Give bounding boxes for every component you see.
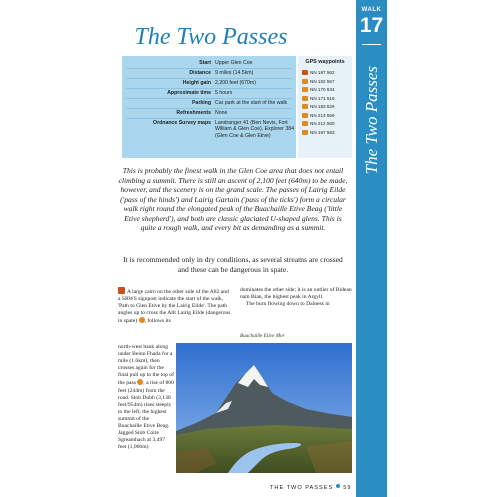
- body-column-1: A large cairn on the other side of the A82 and a SRWS signpost indicate the start of the walk, 'Path to Glen Etive by the Lairig Eilde'. The path angles up to cross the Allt Lairig Eilde (dangerous in spate) , follows its: [118, 289, 231, 325]
- gps-waypoint: NN 171 516: [302, 95, 335, 102]
- waypoint-marker-icon: [302, 104, 308, 109]
- side-title: The Two Passes: [361, 65, 381, 175]
- waypoint-marker-icon: [302, 113, 308, 118]
- divider: [126, 88, 292, 89]
- waypoint-marker-icon: [302, 121, 308, 126]
- gps-heading: GPS waypoints: [305, 59, 345, 65]
- divider: [126, 98, 292, 99]
- gps-waypoint: NN 187 562: [302, 69, 335, 76]
- divider: [126, 68, 292, 69]
- body-column-1-narrow: north-west bank along under Beinn Fhada for a mile (1.6km), then crosses again for the final pull up to the top of the pass , a rise of 800 feet (244m) from the road. Stob Dubh (3,130 feet/954m) rises steeply to the left, the highest summit of the Buachaille Etive Beag. Jagged Stob Coire Sgreamhach at 3,497 feet (1,066m): [118, 344, 174, 451]
- walk-tab: [356, 0, 387, 497]
- waypoint-marker-icon: [302, 130, 308, 135]
- waypoint-marker-icon: [302, 87, 308, 92]
- gps-waypoint: NN 212 560: [302, 120, 335, 127]
- gps-waypoint: NN 197 563: [302, 129, 335, 136]
- divider: [126, 118, 292, 119]
- gps-waypoint: NN 213 559: [302, 112, 335, 119]
- walk-number: 17: [359, 14, 384, 37]
- gps-waypoint: NN 182 557: [302, 78, 335, 85]
- tab-divider: [362, 44, 381, 45]
- waypoint-marker-icon: [302, 70, 308, 75]
- mountain-photo-illustration: [176, 343, 352, 473]
- walk-label: WALK: [361, 7, 382, 13]
- intro-paragraph: This is probably the finest walk in the Glen Coe area that does not entail climbing a summit. There is still an ascent of 2,100 feet (640m) to be made, however, and the scenery is on the grand scale. The passes of Lairig Eilde ('pass of the hinds') and Lairig Gartain ('pass of the ticks') form a circular walk right round the elongated peak of the Buachaille Etive Beag ('little Etive shepherd'), and both are classic glaciated U-shaped glens. This is quite a rough walk, and every bit as demanding as a summit.: [118, 166, 348, 232]
- waypoint-marker-icon: [302, 96, 308, 101]
- footer-dot-icon: [336, 484, 340, 488]
- start-marker-icon: [118, 287, 125, 294]
- divider: [126, 108, 292, 109]
- waypoint-marker-icon: [302, 79, 308, 84]
- landscape-photo: [176, 343, 352, 473]
- intro-warning: It is recommended only in dry conditions, as several streams are crossed and these can be dangerous in spate.: [123, 255, 343, 274]
- page-title: The Two Passes: [134, 24, 288, 50]
- gps-waypoint: NN 170 534: [302, 86, 335, 93]
- page-footer: [270, 484, 351, 491]
- walk-info-box: Start Upper Glen Coe Distance 9 miles (14.5km) Height gain 2,200 feet (670m) Approximate time 5 hours Parking Car park at the start of the walk Refreshments None Ordnance Survey maps Landranger 41 (Ben Nevis, Fort William & Glen Coe), Explorer 384 (Glen Coe & Glen Etive): [122, 56, 296, 158]
- body-column-2: dominates the other side; it is an outlier of Bidean nam Bian, the highest peak in Argyll. The burn flowing down to Dalness in: [240, 287, 352, 308]
- gps-waypoint: NN 183 529: [302, 103, 335, 110]
- gps-waypoints-box: [298, 56, 352, 158]
- divider: [126, 78, 292, 79]
- page-number: 59: [343, 485, 352, 491]
- footer-section: THE TWO PASSES: [270, 485, 334, 491]
- photo-caption: Buachaille Etive Mor: [240, 333, 285, 339]
